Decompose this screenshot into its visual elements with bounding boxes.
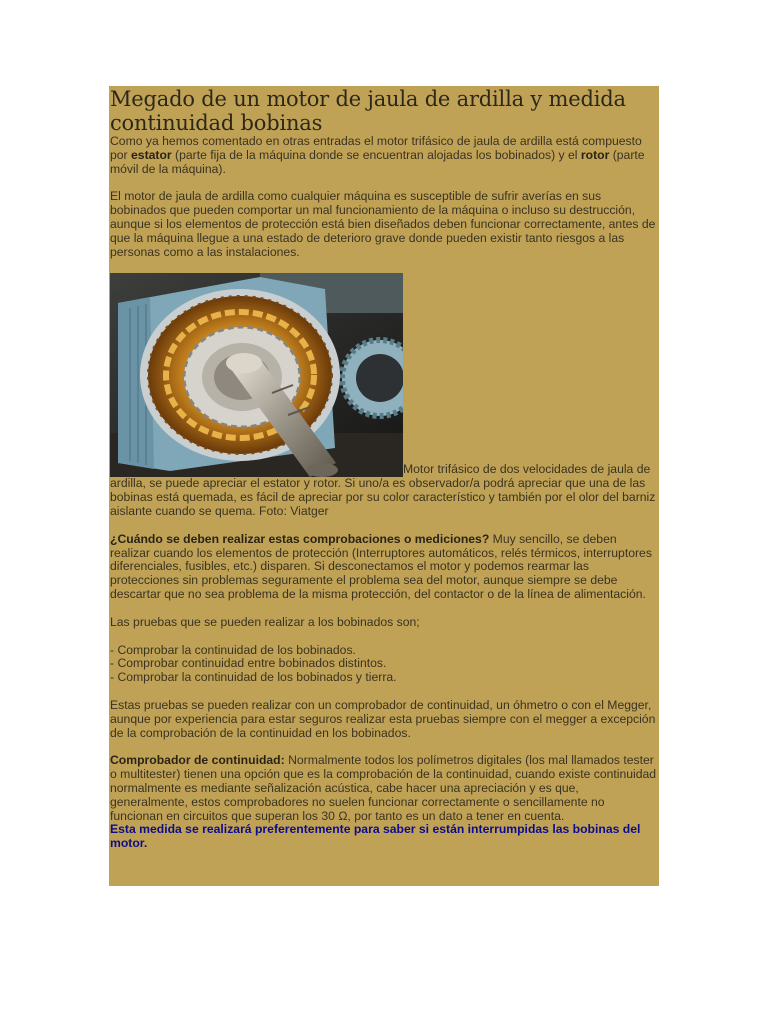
intro-text-3: (parte móvil de la máquina). bbox=[110, 147, 645, 176]
tester-text: Normalmente todos los polímetros digitales (los mal llamados tester o multitester) tienen una opción que es la comprobación de la continuidad, cuando existe continuidad normalmente es mediante señalización acústica, cabe hacer una apreciación y es que, generalmente, estos comprobadores no suelen funcionar correctamente o sencillamente no funcionan en circuitos que superan los 30 Ω, por tanto es un dato a tener en cuenta. bbox=[110, 753, 657, 823]
tester-label: Comprobador de continuidad: bbox=[110, 753, 285, 768]
tester-paragraph bbox=[110, 754, 658, 823]
motor-photo bbox=[110, 273, 403, 477]
highlight-note: Esta medida se realizará preferentemente para saber si están interrumpidas las bobinas del motor. bbox=[110, 822, 641, 851]
intro-bold-rotor: rotor bbox=[580, 147, 610, 162]
article-page bbox=[109, 86, 659, 886]
list-item: - Comprobar continuidad entre bobinados distintos. bbox=[110, 656, 387, 671]
damage-paragraph: El motor de jaula de ardilla como cualquier máquina es susceptible de sufrir averías en sus bobinados que pueden comportar un mal funcionamiento de la máquina o incluso su destrucción, aunque si los elementos de protección está bien diseñados deben funcionar correctamente, antes de que la máquina llegue a una estado de deterioro grave donde pueden existir tanto riesgos a las personas como a las instalaciones. bbox=[110, 189, 656, 259]
article-title: Megado de un motor de jaula de ardilla y medida continuidad bobinas bbox=[110, 87, 626, 135]
megger-paragraph: Estas pruebas se pueden realizar con un comprobador de continuidad, un óhmetro o con el Megger, aunque por experiencia para estar seguros realizar esta pruebas siempre con el megger a excepción de la comprobación de la continuidad en los bobinados. bbox=[110, 697, 656, 740]
figure-caption: Motor trifásico de dos velocidades de jaula de ardilla, se puede apreciar el estator y rotor. Si uno/a es observador/a podrá apreciar que una de las bobinas está quemada, es fácil de apreciar por su color característico y también por el olor del barniz aislante cuando se quema. Foto: Viatger bbox=[110, 462, 656, 518]
when-question: ¿Cuándo se deben realizar estas comprobaciones o mediciones? bbox=[110, 531, 490, 546]
intro-text-1: Como ya hemos comentado en otras entradas el motor trifásico de jaula de ardilla está compuesto por bbox=[110, 134, 642, 162]
intro-bold-estator: estator bbox=[131, 147, 172, 162]
when-answer: Muy sencillo, se deben realizar cuando los elementos de protección (Interruptores automáticos, relés térmicos, interruptores diferenciales, fusibles, etc.) disparen. Si desconectamos el motor y podemos rearmar las protecciones sin problemas seguramente el problema sea del motor, aunque siempre se debe descartar que no sea problema de la misma protección, del contactor o de la línea de alimentación. bbox=[110, 531, 652, 601]
intro-text-2: (parte fija de la máquina donde se encuentran alojadas los bobinados) y el bbox=[171, 147, 581, 162]
intro-paragraph bbox=[110, 135, 658, 176]
tests-list bbox=[110, 644, 658, 685]
list-item: - Comprobar la continuidad de los bobinados y tierra. bbox=[110, 670, 397, 685]
list-item: - Comprobar la continuidad de los bobinados. bbox=[110, 642, 356, 657]
when-paragraph bbox=[110, 533, 658, 602]
tests-intro: Las pruebas que se pueden realizar a los bobinados son; bbox=[110, 614, 420, 629]
figure-with-caption bbox=[110, 273, 658, 518]
